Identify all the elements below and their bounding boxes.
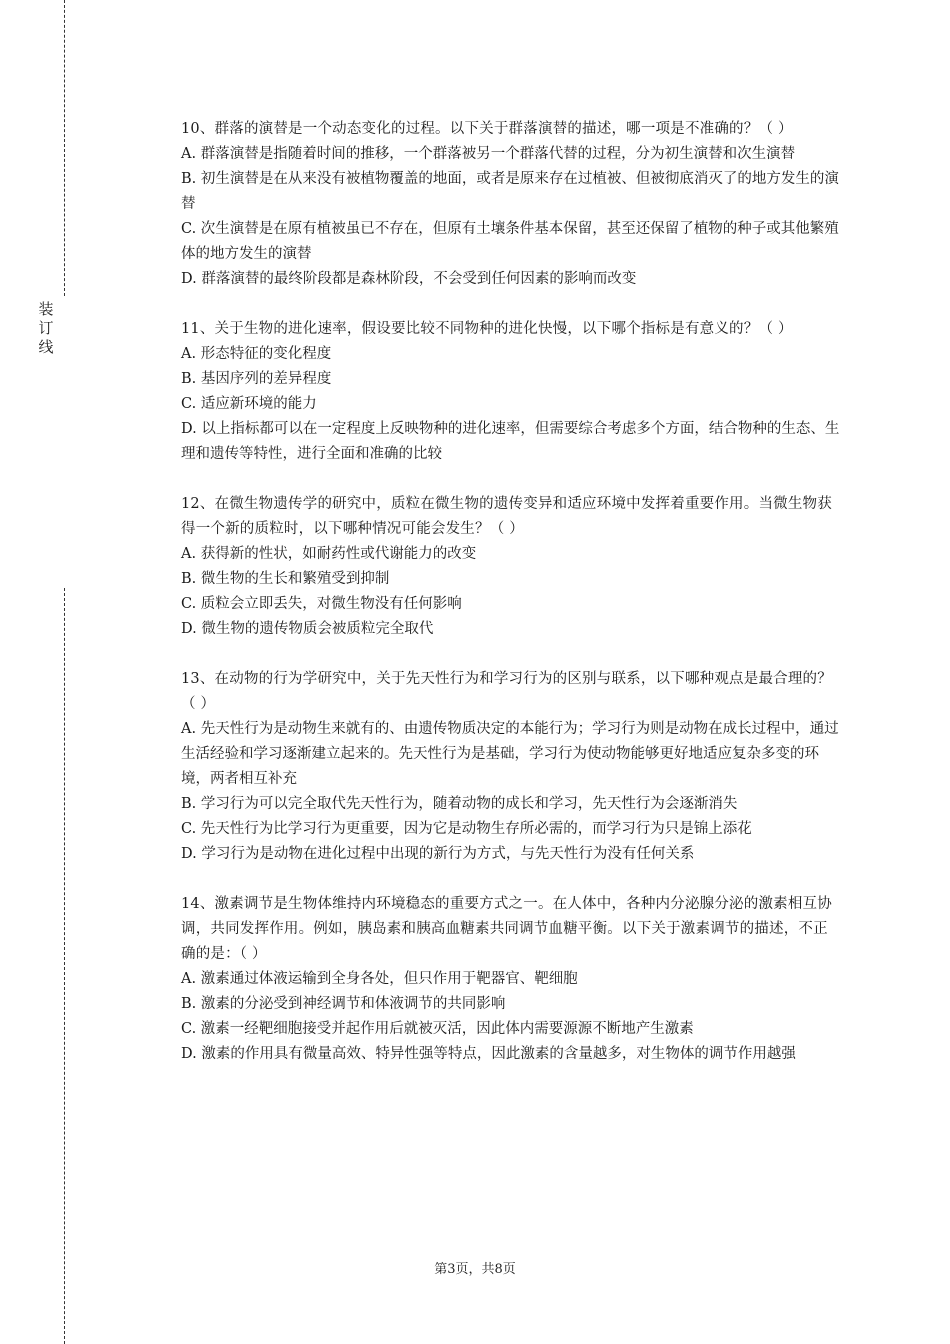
option-b: B. 初生演替是在从来没有被植物覆盖的地面，或者是原来存在过植被、但被彻底消灭了的地方发生的演替: [181, 171, 839, 212]
option-c: C. 次生演替是在原有植被虽已不存在，但原有土壤条件基本保留，甚至还保留了植物的种子或其他繁殖体的地方发生的演替: [181, 221, 839, 262]
question-stem: 10、群落的演替是一个动态变化的过程。以下关于群落演替的描述，哪一项是不准确的？（ ）: [181, 121, 793, 137]
option-d: D. 学习行为是动物在进化过程中出现的新行为方式，与先天性行为没有任何关系: [181, 846, 695, 862]
option-a: A. 形态特征的变化程度: [181, 346, 332, 362]
page-number: 第3页，共8页: [434, 1262, 516, 1277]
binding-char: 线: [38, 338, 54, 356]
option-a: A. 群落演替是指随着时间的推移，一个群落被另一个群落代替的过程，分为初生演替和次生演替: [181, 146, 796, 162]
option-b: B. 激素的分泌受到神经调节和体液调节的共同影响: [181, 996, 506, 1012]
question-12: [181, 492, 841, 642]
question-14: [181, 892, 841, 1067]
question-stem: 11、关于生物的进化速率，假设要比较不同物种的进化快慢，以下哪个指标是有意义的？（ ）: [181, 321, 793, 337]
question-stem: 14、激素调节是生物体维持内环境稳态的重要方式之一。在人体中，各种内分泌腺分泌的激素相互协调，共同发挥作用。例如，胰岛素和胰高血糖素共同调节血糖平衡。以下关于激素调节的描述，不正确的是：（ ）: [181, 896, 832, 962]
binding-line-top: [64, 0, 65, 296]
option-a: A. 获得新的性状，如耐药性或代谢能力的改变: [181, 546, 477, 562]
question-13: [181, 667, 841, 867]
option-d: D. 以上指标都可以在一定程度上反映物种的进化速率，但需要综合考虑多个方面，结合物种的生态、生理和遗传等特性，进行全面和准确的比较: [181, 421, 840, 462]
binding-label: [36, 300, 56, 357]
option-a: A. 先天性行为是动物生来就有的、由遗传物质决定的本能行为；学习行为则是动物在成长过程中，通过生活经验和学习逐渐建立起来的。先天性行为是基础，学习行为使动物能够更好地适应复杂多变的环境，两者相互补充: [181, 721, 839, 787]
question-list: [181, 117, 841, 1092]
option-b: B. 基因序列的差异程度: [181, 371, 332, 387]
question-stem: 13、在动物的行为学研究中，关于先天性行为和学习行为的区别与联系，以下哪种观点是最合理的？（ ）: [181, 671, 832, 712]
option-d: D. 激素的作用具有微量高效、特异性强等特点，因此激素的含量越多，对生物体的调节作用越强: [181, 1046, 796, 1062]
option-c: C. 适应新环境的能力: [181, 396, 317, 412]
option-b: B. 学习行为可以完全取代先天性行为，随着动物的成长和学习，先天性行为会逐渐消失: [181, 796, 738, 812]
binding-line-bottom: [64, 588, 65, 1344]
option-b: B. 微生物的生长和繁殖受到抑制: [181, 571, 390, 587]
option-c: C. 质粒会立即丢失，对微生物没有任何影响: [181, 596, 462, 612]
option-a: A. 激素通过体液运输到全身各处，但只作用于靶器官、靶细胞: [181, 971, 578, 987]
option-d: D. 微生物的遗传物质会被质粒完全取代: [181, 621, 434, 637]
binding-char: 订: [38, 319, 54, 337]
question-stem: 12、在微生物遗传学的研究中，质粒在微生物的遗传变异和适应环境中发挥着重要作用。当微生物获得一个新的质粒时，以下哪种情况可能会发生？（ ）: [181, 496, 832, 537]
option-c: C. 激素一经靶细胞接受并起作用后就被灭活，因此体内需要源源不断地产生激素: [181, 1021, 694, 1037]
option-c: C. 先天性行为比学习行为更重要，因为它是动物生存所必需的，而学习行为只是锦上添花: [181, 821, 752, 837]
option-d: D. 群落演替的最终阶段都是森林阶段，不会受到任何因素的影响而改变: [181, 271, 637, 287]
binding-char: 装: [38, 300, 54, 318]
question-10: [181, 117, 841, 292]
question-11: [181, 317, 841, 467]
